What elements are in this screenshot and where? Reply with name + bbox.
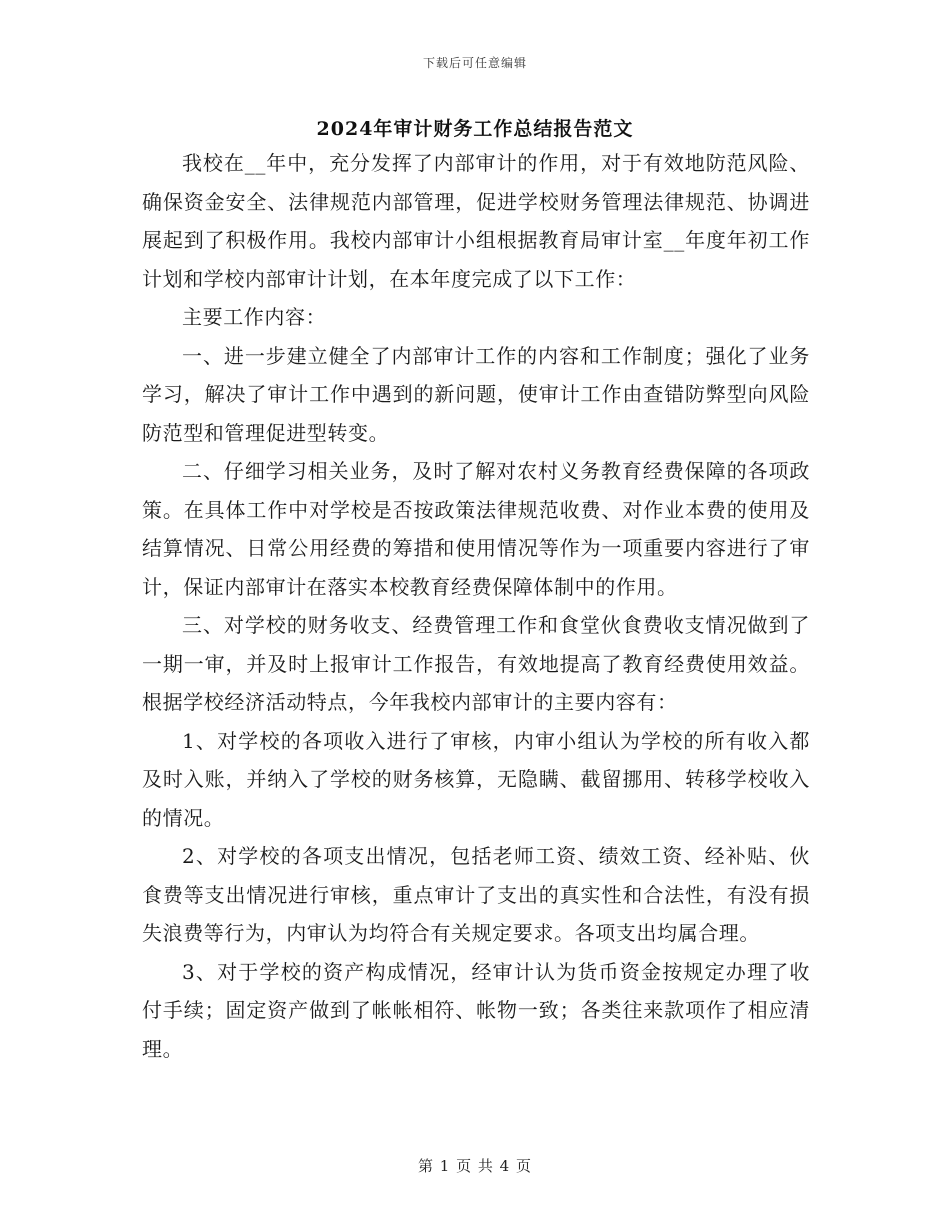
paragraph-subitem-2: 2、对学校的各项支出情况，包括老师工资、绩效工资、经补贴、伙食费等支出情况进行审核，重点审计了支出的真实性和合法性，有没有损失浪费等行为，内审认为均符合有关规定要求。各项支出均属合理。 bbox=[142, 844, 810, 945]
paragraph-main-content-heading: 主要工作内容： bbox=[182, 305, 327, 329]
document-body bbox=[142, 144, 810, 1068]
paragraph-intro: 我校在__年中，充分发挥了内部审计的作用，对于有效地防范风险、确保资金安全、法律规范内部管理，促进学校财务管理法律规范、协调进展起到了积极作用。我校内部审计小组根据教育局审计室__年度年初工作计划和学校内部审计计划，在本年度完成了以下工作： bbox=[142, 151, 810, 291]
document-title: 2024年审计财务工作总结报告范文 bbox=[316, 118, 634, 140]
header-note: 下载后可任意编辑 bbox=[422, 56, 527, 70]
paragraph-item-one: 一、进一步建立健全了内部审计工作的内容和工作制度；强化了业务学习，解决了审计工作中遇到的新问题，使审计工作由查错防弊型向风险防范型和管理促进型转变。 bbox=[142, 343, 810, 445]
paragraph-subitem-3: 3、对于学校的资产构成情况，经审计认为货币资金按规定办理了收付手续；固定资产做到了帐帐相符、帐物一致；各类往来款项作了相应清理。 bbox=[142, 959, 810, 1061]
paragraph-subitem-1: 1、对学校的各项收入进行了审核，内审小组认为学校的所有收入都及时入账，并纳入了学校的财务核算，无隐瞒、截留挪用、转移学校收入的情况。 bbox=[142, 728, 810, 830]
paragraph-item-three: 三、对学校的财务收支、经费管理工作和食堂伙食费收支情况做到了一期一审，并及时上报审计工作报告，有效地提高了教育经费使用效益。根据学校经济活动特点，今年我校内部审计的主要内容有： bbox=[142, 613, 810, 714]
page-number-footer: 第 1 页 共 4 页 bbox=[418, 1157, 532, 1175]
paragraph-item-two: 二、仔细学习相关业务，及时了解对农村义务教育经费保障的各项政策。在具体工作中对学校是否按政策法律规范收费、对作业本费的使用及结算情况、日常公用经费的筹措和使用情况等作为一项重要内容进行了审计，保证内部审计在落实本校教育经费保障体制中的作用。 bbox=[142, 459, 810, 599]
